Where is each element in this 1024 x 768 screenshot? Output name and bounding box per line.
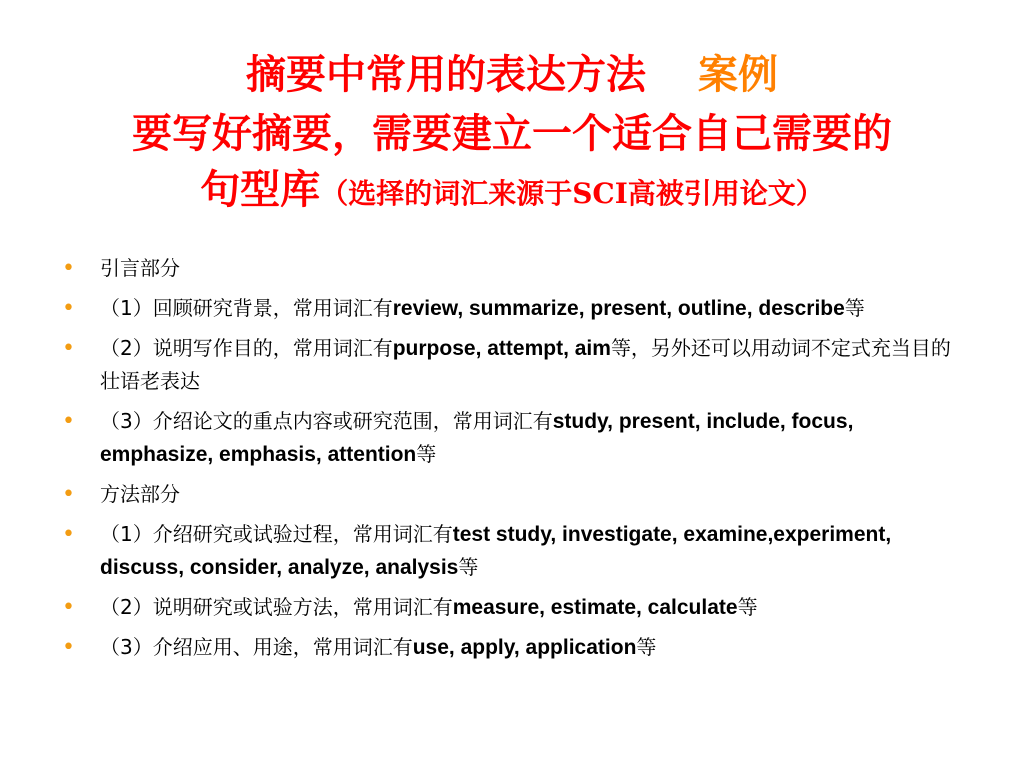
bullet-text-zh-suffix: 等 [416,442,437,466]
title-line-1 [0,44,1024,106]
bullet-text-zh: （2）说明写作目的，常用词汇有 [100,336,393,360]
bullet-text-zh: （1）回顾研究背景，常用词汇有 [100,296,393,320]
bullet-item [62,292,962,325]
bullet-icon: • [62,256,75,281]
bullet-item [62,332,962,398]
bullet-text-zh-suffix: 等 [844,296,865,320]
bullet-icon: • [62,595,75,620]
bullet-text-zh-suffix: 等 [458,555,479,579]
bullet-text-zh: 方法部分 [100,482,180,506]
title-line-3 [0,162,1024,226]
bullet-text-zh: 引言部分 [100,256,180,280]
bullet-text-en: measure, estimate, calculate [452,596,738,619]
bullet-text-zh: （3）介绍论文的重点内容或研究范围，常用词汇有 [100,409,553,433]
bullet-item [62,631,962,664]
bullet-text-en: review, summarize, present, outline, describe [392,297,845,320]
bullet-list [62,252,962,671]
bullet-icon: • [62,336,75,361]
bullet-text-en: test study, investigate, examine,experiment, discuss, consider, analyze, analysis [100,523,892,579]
title-line3-note: （选择的词汇来源于SCI高被引用论文） [320,177,824,210]
bullet-text-en: purpose, attempt, aim [392,337,611,360]
bullet-item [62,478,962,511]
bullet-text-zh-suffix: 等，另外还可以用动词不定式充当目的壮语老表达 [100,336,951,393]
bullet-icon: • [62,522,75,547]
bullet-text-en: study, present, include, focus, emphasize, emphasis, attention [100,410,854,466]
slide-title [0,44,1024,226]
bullet-icon: • [62,409,75,434]
bullet-text-zh: （1）介绍研究或试验过程，常用词汇有 [100,522,453,546]
bullet-item [62,405,962,471]
title-highlight-text: 案例 [698,51,778,98]
title-line-2: 要写好摘要，需要建立一个适合自己需要的 [132,110,892,157]
bullet-text-zh-suffix: 等 [737,595,758,619]
title-line3-main: 句型库 [200,166,321,213]
bullet-item [62,252,962,285]
bullet-icon: • [62,635,75,660]
bullet-text-zh-suffix: 等 [636,635,657,659]
bullet-item [62,518,962,584]
bullet-text-en: use, apply, application [412,636,637,659]
bullet-icon: • [62,482,75,507]
bullet-item [62,591,962,624]
title-main-text: 摘要中常用的表达方法 [246,51,646,98]
bullet-text-zh: （2）说明研究或试验方法，常用词汇有 [100,595,453,619]
bullet-text-zh: （3）介绍应用、用途，常用词汇有 [100,635,413,659]
bullet-icon: • [62,296,75,321]
